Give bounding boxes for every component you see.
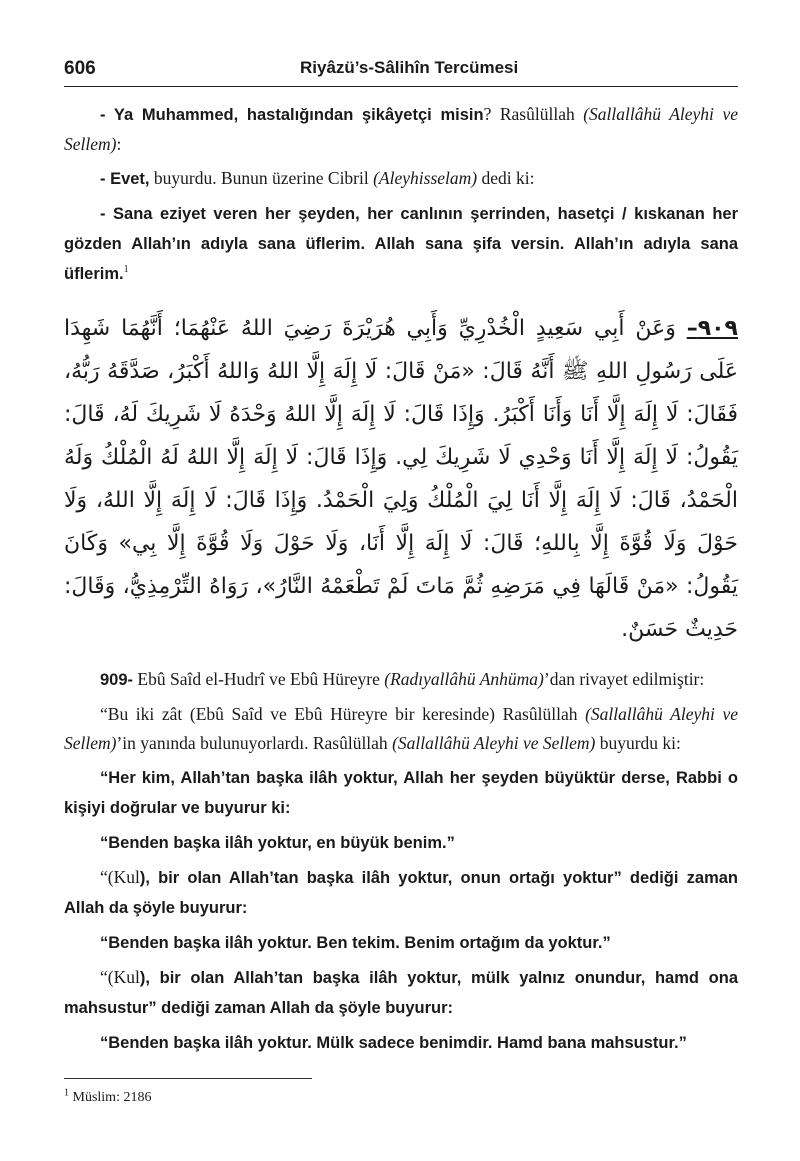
intro-paragraph-1: - Ya Muhammed, hastalığından şikâyetçi misin? Rasûlüllah (Sallallâhü Aleyhi ve Sellem): xyxy=(64,104,738,154)
hadith-paragraph-4: “Benden başka ilâh yoktur, en büyük benim.” xyxy=(100,834,455,852)
hadith-paragraph-5: “(Kul), bir olan Allah’tan başka ilâh yoktur, onun ortağı yoktur” dediği zaman Allah da şöyle buyurur: xyxy=(64,867,738,917)
intro-paragraph-3: - Sana eziyet veren her şeyden, her canlının şerrinden, hasetçi / kıskanan her gözden Allah’ın adıyla sana üflerim. Allah sana şifa versin. Allah’ın adıyla sana üflerim.$^1$ xyxy=(64,205,738,283)
arabic-hadith-text: ٩٠٩– وَعَنْ أَبِي سَعِيدٍ الْخُدْرِيِّ وَأَبِي هُرَيْرَةَ رَضِيَ اللهُ عَنْهُمَا؛ أَنَّهُمَا شَهِدَا عَلَى رَسُولِ اللهِ ﷺ أَنَّهُ قَالَ: «مَنْ قَالَ: لَا إِلَهَ إِلَّا اللهُ وَاللهُ أَكْبَرُ، صَدَّقَهُ رَبُّهُ، فَقَالَ: لَا إِلَهَ إِلَّا أَنَا وَأَنَا أَكْبَرُ. وَإِذَا قَالَ: لَا إِلَهَ إِلَّا اللهُ وَحْدَهُ لَا شَرِيكَ لَهُ، قَالَ: يَقُولُ: لَا إِلَهَ إِلَّا أَنَا وَحْدِي لَا شَرِيكَ لِي. وَإِذَا قَالَ: لَا إِلَهَ إِلَّا اللهُ لَهُ الْمُلْكُ وَلَهُ الْحَمْدُ، قَالَ: لَا إِلَهَ إِلَّا أَنَا لِيَ الْمُلْكُ وَلِيَ الْحَمْدُ. وَإِذَا قَالَ: لَا إِلَهَ إِلَّا اللهُ، وَلَا حَوْلَ وَلَا قُوَّةَ إِلَّا بِاللهِ؛ قَالَ: لَا إِلَهَ إِلَّا أَنَا، وَلَا حَوْلَ وَلَا قُوَّةَ إِلَّا بِي» وَكَانَ يَقُولُ: «مَنْ قَالَهَا فِي مَرَضِهِ ثُمَّ مَاتَ لَمْ تَطْعَمْهُ النَّارُ»، رَوَاهُ التِّرْمِذِيُّ، وَقَالَ: حَدِيثٌ حَسَنٌ. xyxy=(64,316,738,642)
hadith-paragraph-3: “Her kim, Allah’tan başka ilâh yoktur, Allah her şeyden büyüktür derse, Rabbi o kişiyi doğrular ve buyurur ki: xyxy=(64,769,738,817)
intro-question: - Ya Muhammed, hastalığından şikâyetçi misin xyxy=(100,106,484,124)
page-body xyxy=(64,100,738,1063)
hadith-paragraph-8: “Benden başka ilâh yoktur. Mülk sadece benimdir. Hamd bana mahsustur.” xyxy=(100,1034,687,1052)
footnote-divider xyxy=(64,1078,312,1079)
arabic-hadith-number: ٩٠٩– xyxy=(686,316,738,341)
hadith-number: 909- xyxy=(100,671,134,689)
hadith-paragraph-7: “(Kul), bir olan Allah’tan başka ilâh yoktur, mülk yalnız onundur, hamd ona mahsustur” dediği zaman Allah da şöyle buyurur: xyxy=(64,967,738,1017)
footnote xyxy=(64,1087,152,1106)
footnote-text: Müslim: 2186 xyxy=(69,1090,152,1105)
hadith-paragraph-2: “Bu iki zât (Ebû Saîd ve Ebû Hüreyre bir keresinde) Rasûlüllah (Sallallâhü Aleyhi ve Sellem)’in yanında bulunuyorlardı. Rasûlüllah (Sallallâhü Aleyhi ve Sellem) buyurdu ki: xyxy=(64,704,738,753)
running-title: Riyâzü’s-Sâlihîn Tercümesi xyxy=(300,58,519,77)
footnote-ref[interactable]: 1 xyxy=(123,264,129,276)
page-header xyxy=(64,58,738,87)
footnote-marker: 1 xyxy=(64,1087,69,1099)
page-number: 606 xyxy=(64,58,96,79)
hadith-paragraph-6: “Benden başka ilâh yoktur. Ben tekim. Benim ortağım da yoktur.” xyxy=(100,934,611,952)
intro-paragraph-2: - Evet, buyurdu. Bunun üzerine Cibril (Aleyhisselam) dedi ki: xyxy=(100,168,535,188)
hadith-paragraph-1: 909- Ebû Saîd el-Hudrî ve Ebû Hüreyre (Radıyallâhü Anhüma)’dan rivayet edilmiştir: xyxy=(100,669,705,689)
